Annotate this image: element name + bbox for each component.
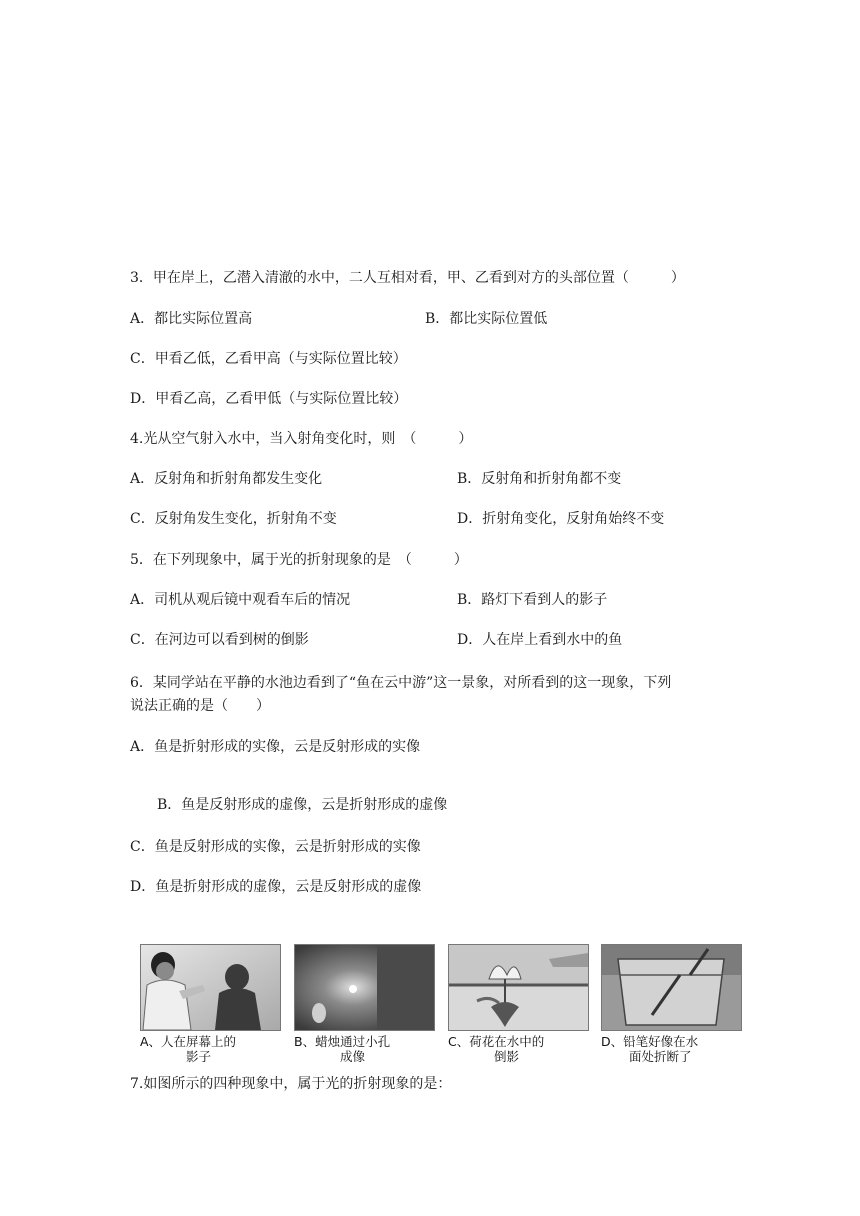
question-4-option-a: A．反射角和折射角都发生变化 <box>130 471 323 487</box>
pencil-illustration <box>602 945 741 1030</box>
caption-b-line1: B、蜡烛通过小孔 <box>294 1034 391 1049</box>
question-3-option-d: D．甲看乙高，乙看甲低（与实际位置比较） <box>130 391 408 407</box>
caption-b <box>294 1034 444 1064</box>
photo-d-pencil-image <box>601 944 742 1031</box>
question-6-stem-line2: 说法正确的是（ ） <box>130 698 270 714</box>
photo-c-lotus-image <box>448 944 589 1031</box>
caption-a-line2: 影子 <box>186 1049 212 1064</box>
question-5-option-d: D．人在岸上看到水中的鱼 <box>457 632 623 648</box>
question-7-stem: 7.如图所示的四种现象中，属于光的折射现象的是： <box>130 1076 452 1092</box>
photo-b-pinhole-image <box>294 944 435 1031</box>
question-5-option-b: B．路灯下看到人的影子 <box>457 592 608 608</box>
caption-d-line1: D、铅笔好像在水 <box>601 1034 699 1049</box>
question-4-stem: 4.光从空气射入水中，当入射角变化时，则 （ ） <box>130 431 473 447</box>
question-3-stem: 3．甲在岸上，乙潜入清澈的水中，二人互相对看，甲、乙看到对方的头部位置（ ） <box>130 270 685 286</box>
question-3-option-a: A．都比实际位置高 <box>130 311 253 327</box>
shadow-illustration <box>141 945 280 1030</box>
question-4-option-d: D．折射角变化，反射角始终不变 <box>457 511 665 527</box>
caption-d-line2: 面处折断了 <box>629 1049 692 1064</box>
caption-c <box>448 1034 598 1064</box>
lotus-illustration <box>449 945 588 1030</box>
question-5-option-c: C．在河边可以看到树的倒影 <box>130 632 309 648</box>
question-3-option-c: C．甲看乙低，乙看甲高（与实际位置比较） <box>130 351 407 367</box>
question-6-option-d: D．鱼是折射形成的虚像，云是反射形成的虚像 <box>130 879 422 895</box>
question-6-option-a: A．鱼是折射形成的实像，云是反射形成的实像 <box>130 739 421 755</box>
question-5-stem: 5．在下列现象中，属于光的折射现象的是 （ ） <box>130 552 468 568</box>
question-6-option-b: B．鱼是反射形成的虚像，云是折射形成的虚像 <box>157 797 448 813</box>
caption-c-line2: 倒影 <box>494 1049 520 1064</box>
question-4-option-c: C．反射角发生变化，折射角不变 <box>130 511 337 527</box>
question-4-option-b: B．反射角和折射角都不变 <box>457 471 622 487</box>
question-5-option-a: A．司机从观后镜中观看车后的情况 <box>130 592 351 608</box>
caption-d <box>601 1034 751 1064</box>
caption-b-line2: 成像 <box>340 1049 366 1064</box>
question-3-option-b: B．都比实际位置低 <box>425 311 548 327</box>
pinhole-illustration <box>295 945 434 1030</box>
figure-four-phenomena <box>140 944 740 1066</box>
photo-a-shadow-image <box>140 944 281 1031</box>
caption-a-line1: A、人在屏幕上的 <box>140 1034 237 1049</box>
question-6-option-c: C．鱼是反射形成的实像，云是折射形成的实像 <box>130 839 421 855</box>
caption-a <box>140 1034 290 1064</box>
question-6-stem-line1: 6．某同学站在平静的水池边看到了“鱼在云中游”这一景象，对所看到的这一现象，下列 <box>130 675 672 691</box>
caption-c-line1: C、荷花在水中的 <box>448 1034 545 1049</box>
